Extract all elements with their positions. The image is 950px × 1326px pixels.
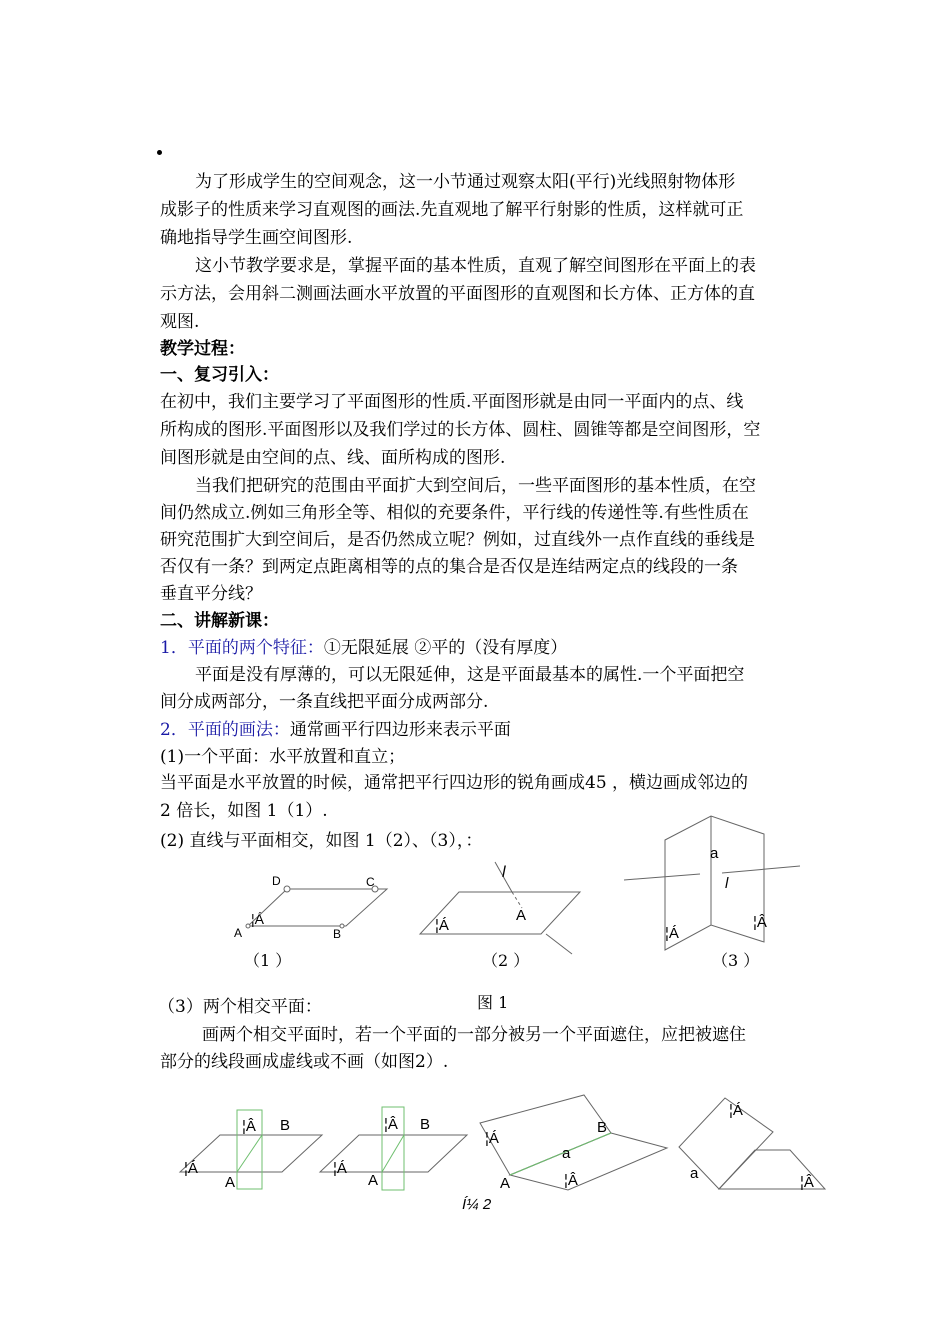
paragraph-line: 2 倍长，如图 1（1）. (160, 801, 328, 821)
label-beta: ¦Â (384, 1116, 398, 1133)
label-beta: ¦Â (753, 914, 767, 931)
paragraph-line: 观图. (160, 312, 200, 332)
paragraph-line: 这小节教学要求是，掌握平面的基本性质，直观了解空间图形在平面上的表 (195, 256, 756, 276)
figure-2-caption: Í¼ 2 (462, 1196, 492, 1213)
label-b: B (420, 1116, 431, 1133)
item-1-text: ①无限延展 ②平的（没有厚度） (323, 638, 568, 658)
subheading-1: (1)一个平面：水平放置和直立； (160, 747, 406, 767)
label-a-line: a (690, 1165, 699, 1182)
paragraph-line: 间图形就是由空间的点、线、面所构成的图形. (160, 448, 506, 468)
label-alpha: ¦Á (184, 1160, 198, 1177)
label-a: A (368, 1172, 379, 1189)
label-b: B (333, 927, 342, 941)
label-a: A (500, 1175, 511, 1192)
label-a-point: A (516, 907, 527, 924)
paragraph-line: 间分成两部分，一条直线把平面分成两部分. (160, 692, 489, 712)
paragraph-line: 确地指导学生画空间图形. (160, 228, 353, 248)
label-l: l (725, 875, 729, 892)
paragraph-line: 在初中，我们主要学习了平面图形的性质.平面图形就是由同一平面内的点、线 (160, 392, 744, 412)
label-beta: ¦Â (800, 1174, 814, 1191)
label-alpha: ¦Á (333, 1160, 347, 1177)
paragraph-line: 当我们把研究的范围由平面扩大到空间后，一些平面图形的基本性质，在空 (195, 476, 756, 496)
label-a: A (234, 926, 243, 940)
label-d: D (272, 874, 281, 888)
paragraph-line: 为了形成学生的空间观念，这一小节通过观察太阳(平行)光线照射物体形 (195, 172, 736, 192)
label-a-line: a (562, 1145, 571, 1162)
label-b: B (597, 1119, 608, 1136)
paragraph-line: 研究范围扩大到空间后，是否仍然成立呢？例如，过直线外一点作直线的垂线是 (160, 530, 755, 550)
heading-process: 教学过程： (160, 339, 245, 359)
heading-review: 一、复习引入： (160, 365, 279, 385)
item-1-title: 1．平面的两个特征： (160, 638, 324, 658)
item-2-title: 2．平面的画法： (160, 720, 290, 740)
subfig-caption-3: （3 ） (712, 951, 760, 970)
paragraph-line: 部分的线段画成虚线或不画（如图2）. (160, 1052, 449, 1072)
paragraph-line: 所构成的图形.平面图形以及我们学过的长方体、圆柱、圆锥等都是空间图形，空 (160, 420, 761, 440)
label-alpha: ¦Á (435, 917, 449, 934)
paragraph-line: 当平面是水平放置的时候，通常把平行四边形的锐角画成45 ，横边画成邻边的 (160, 773, 749, 793)
label-alpha: ¦Á (665, 925, 679, 942)
paragraph-line: 示方法，会用斜二测画法画水平放置的平面图形的直观图和长方体、正方体的直 (160, 284, 755, 304)
label-a-line: a (710, 845, 719, 862)
paragraph-line: 否仅有一条？到两定点距离相等的点的集合是否仅是连结两定点的线段的一条 (160, 557, 738, 577)
subheading-2: (2) 直线与平面相交，如图 1（2）、（3），： (160, 831, 483, 851)
label-alpha: ¦Á (251, 911, 264, 927)
label-a: A (225, 1174, 236, 1191)
paragraph-line: 垂直平分线？ (160, 584, 262, 604)
label-alpha: ¦Á (729, 1102, 743, 1119)
label-l: l (502, 864, 506, 881)
heading-new: 二、讲解新课： (160, 611, 279, 631)
label-c: C (366, 875, 375, 889)
label-alpha: ¦Á (485, 1130, 499, 1147)
paragraph-line: 间仍然成立.例如三角形全等、相似的充要条件，平行线的传递性等.有些性质在 (160, 503, 749, 523)
label-b: B (280, 1117, 291, 1134)
label-beta: ¦Â (242, 1118, 256, 1135)
subfig-caption-2: （2 ） (482, 951, 530, 970)
paragraph-line: 画两个相交平面时，若一个平面的一部分被另一个平面遮住，应把被遮住 (202, 1025, 746, 1045)
paragraph-line: 成影子的性质来学习直观图的画法.先直观地了解平行射影的性质，这样就可正 (160, 200, 744, 220)
subheading-3: （3）两个相交平面： (158, 997, 322, 1017)
subfig-caption-1: （1 ） (244, 951, 292, 970)
label-beta: ¦Â (564, 1172, 578, 1189)
item-2-text: 通常画平行四边形来表示平面 (289, 720, 511, 740)
figure-1-caption: 图 1 (477, 993, 509, 1012)
paragraph-line: 平面是没有厚薄的，可以无限延伸，这是平面最基本的属性.一个平面把空 (195, 665, 745, 685)
